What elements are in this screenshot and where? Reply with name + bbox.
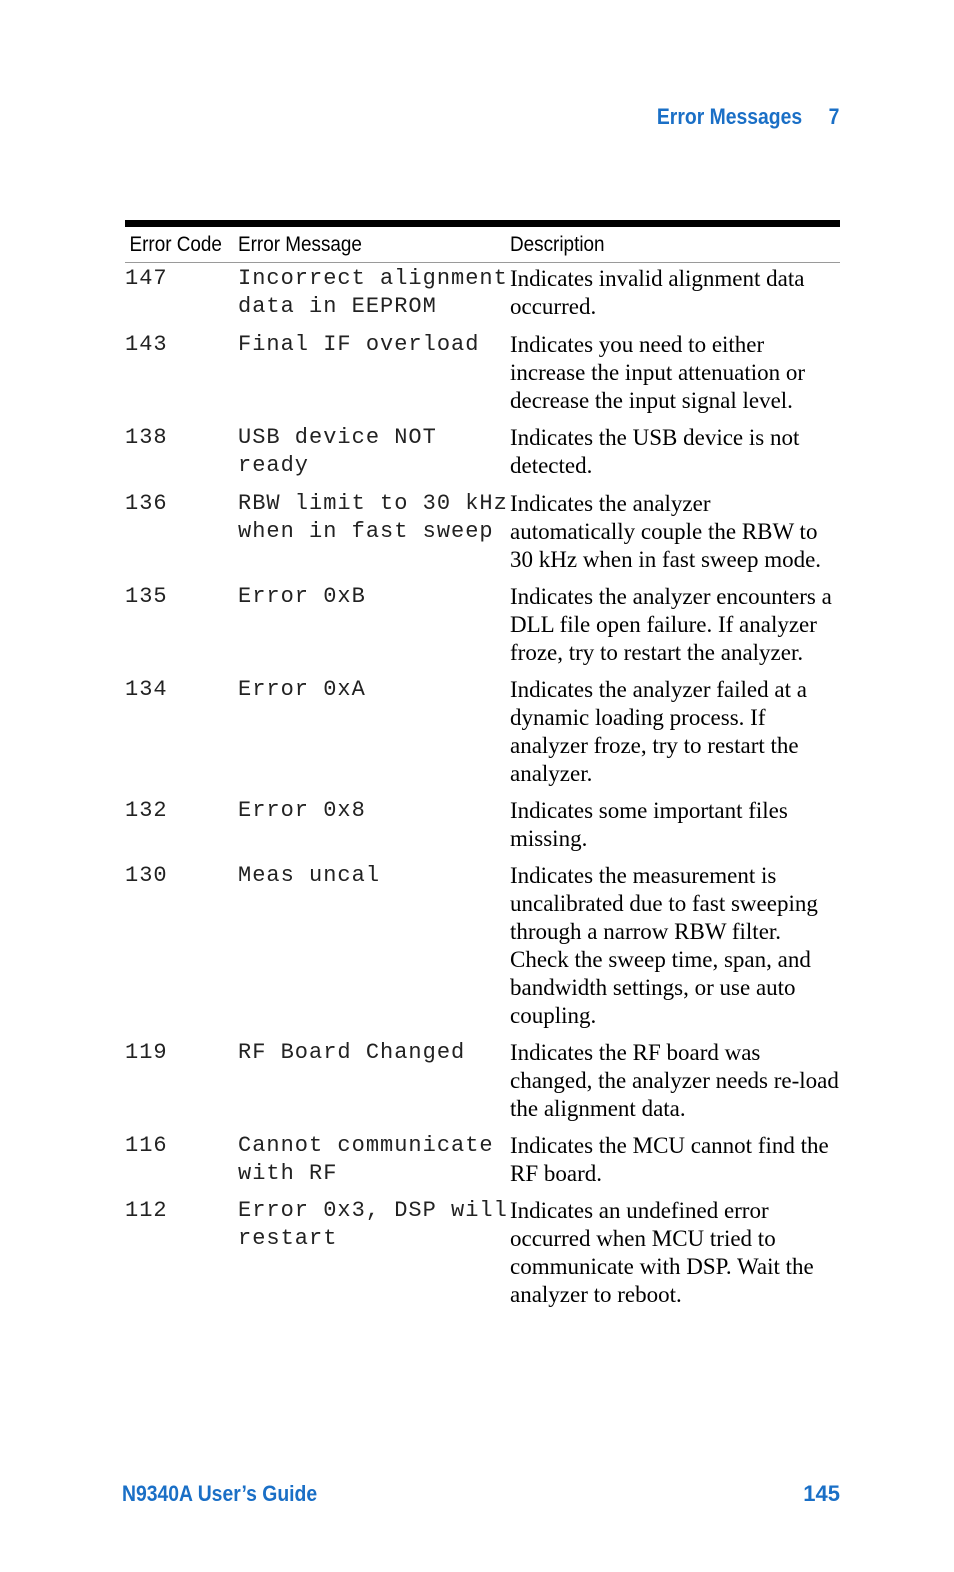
error-message: Error 0x3, DSP will restart bbox=[238, 1198, 508, 1251]
table-header-row bbox=[125, 227, 840, 263]
error-message: Incorrect alignment data in EEPROM bbox=[238, 266, 508, 319]
table-row bbox=[125, 676, 840, 788]
error-code: 143 bbox=[125, 332, 168, 357]
error-table bbox=[125, 220, 840, 1309]
error-message: Error 0x8 bbox=[238, 798, 366, 823]
table-row bbox=[125, 1132, 840, 1188]
error-message: USB device NOT ready bbox=[238, 425, 437, 478]
error-message: Error 0xA bbox=[238, 677, 366, 702]
error-message: Cannot communicate with RF bbox=[238, 1133, 494, 1186]
error-description: Indicates some important files missing. bbox=[510, 798, 788, 851]
error-code: 112 bbox=[125, 1198, 168, 1223]
error-code: 116 bbox=[125, 1133, 168, 1158]
error-code: 136 bbox=[125, 491, 168, 516]
error-code: 138 bbox=[125, 425, 168, 450]
table-top-rule bbox=[125, 220, 840, 227]
table-row bbox=[125, 583, 840, 667]
error-message: Error 0xB bbox=[238, 584, 366, 609]
error-message: RBW limit to 30 kHz when in fast sweep bbox=[238, 491, 508, 544]
chapter-number: 7 bbox=[828, 104, 839, 129]
error-description: Indicates the MCU cannot find the RF board. bbox=[510, 1133, 829, 1186]
error-message: Meas uncal bbox=[238, 863, 381, 888]
table-row bbox=[125, 797, 840, 853]
error-code: 134 bbox=[125, 677, 168, 702]
page-number: 145 bbox=[803, 1481, 840, 1506]
section-title: Error Messages bbox=[656, 104, 802, 129]
column-header-error-code: Error Code bbox=[129, 232, 222, 256]
table-row bbox=[125, 331, 840, 415]
error-description: Indicates the analyzer encounters a DLL file open failure. If analyzer froze, try to restart the analyzer. bbox=[510, 584, 832, 665]
table-row bbox=[125, 490, 840, 574]
error-code: 147 bbox=[125, 266, 168, 291]
error-description: Indicates an undefined error occurred when MCU tried to communicate with DSP. Wait the analyzer to reboot. bbox=[510, 1198, 814, 1307]
error-code: 132 bbox=[125, 798, 168, 823]
error-description: Indicates you need to either increase the input attenuation or decrease the input signal level. bbox=[510, 332, 806, 413]
column-header-description: Description bbox=[510, 232, 605, 256]
error-message: RF Board Changed bbox=[238, 1040, 466, 1065]
error-description: Indicates invalid alignment data occurred. bbox=[510, 266, 805, 319]
error-code: 135 bbox=[125, 584, 168, 609]
error-description: Indicates the USB device is not detected. bbox=[510, 425, 800, 478]
running-header bbox=[657, 104, 839, 130]
error-message: Final IF overload bbox=[238, 332, 480, 357]
error-description: Indicates the RF board was changed, the analyzer needs re-load the alignment data. bbox=[510, 1040, 839, 1121]
table-row bbox=[125, 862, 840, 1030]
error-code: 130 bbox=[125, 863, 168, 888]
error-description: Indicates the measurement is uncalibrated due to fast sweeping through a narrow RBW filter. Check the sweep time, span, and bandwidth settings, or use auto coupling. bbox=[510, 863, 818, 1028]
error-description: Indicates the analyzer automatically couple the RBW to 30 kHz when in fast sweep mode. bbox=[510, 491, 822, 572]
table-row bbox=[125, 1197, 840, 1309]
table-row bbox=[125, 1039, 840, 1123]
table-row bbox=[125, 265, 840, 321]
column-header-error-message: Error Message bbox=[238, 232, 362, 256]
error-description: Indicates the analyzer failed at a dynamic loading process. If analyzer froze, try to restart the analyzer. bbox=[510, 677, 807, 786]
error-code: 119 bbox=[125, 1040, 168, 1065]
footer-title: N9340A User’s Guide bbox=[122, 1481, 318, 1506]
table-row bbox=[125, 424, 840, 480]
